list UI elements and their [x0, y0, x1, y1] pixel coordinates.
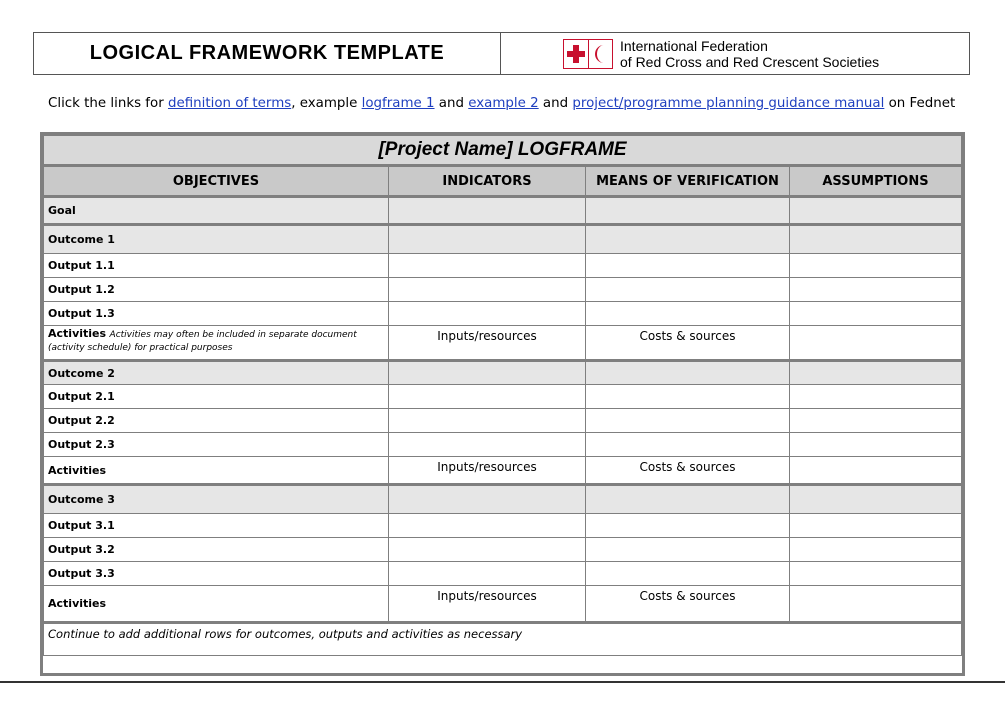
output-1-2-label: Output 1.2	[44, 278, 389, 302]
output-3-3-verification-cell[interactable]	[586, 562, 790, 586]
activities-1-label: Activities	[48, 327, 107, 340]
outcome-1-indicators-cell[interactable]	[389, 225, 586, 254]
activities-2-label: Activities	[44, 457, 389, 485]
output-3-1-assumptions-cell[interactable]	[790, 514, 962, 538]
output-2-1-verification-cell[interactable]	[586, 385, 790, 409]
footer-note: Continue to add additional rows for outcomes, outputs and activities as necessary	[44, 623, 962, 656]
activities-3-assumptions-cell[interactable]	[790, 586, 962, 623]
project-title: [Project Name] LOGFRAME	[44, 136, 962, 166]
output-1-2-indicators-cell[interactable]	[389, 278, 586, 302]
output-2-1-row	[44, 385, 962, 409]
intro-suffix: on Fednet	[884, 96, 956, 111]
outcome-1-verification-cell[interactable]	[586, 225, 790, 254]
output-1-3-label: Output 1.3	[44, 302, 389, 326]
output-3-2-row	[44, 538, 962, 562]
output-1-2-verification-cell[interactable]	[586, 278, 790, 302]
intro-mid1: , example	[291, 96, 362, 111]
output-2-2-verification-cell[interactable]	[586, 409, 790, 433]
activities-1-inputs[interactable]: Inputs/resources	[389, 326, 586, 361]
activities-1-row	[44, 326, 962, 361]
outcome-3-row	[44, 485, 962, 514]
organization-block	[501, 33, 969, 74]
output-2-1-label: Output 2.1	[44, 385, 389, 409]
output-1-1-assumptions-cell[interactable]	[790, 254, 962, 278]
output-1-3-row	[44, 302, 962, 326]
intro-links-line	[48, 96, 955, 111]
outcome-1-row	[44, 225, 962, 254]
intro-mid2: and	[434, 96, 469, 111]
organization-name-line1: International Federation	[620, 37, 768, 54]
output-3-1-verification-cell[interactable]	[586, 514, 790, 538]
logframe-table-frame	[40, 132, 965, 676]
outcome-1-assumptions-cell[interactable]	[790, 225, 962, 254]
activities-2-inputs[interactable]: Inputs/resources	[389, 457, 586, 485]
intro-mid3: and	[538, 96, 573, 111]
outcome-3-assumptions-cell[interactable]	[790, 485, 962, 514]
output-2-3-assumptions-cell[interactable]	[790, 433, 962, 457]
activities-3-label: Activities	[44, 586, 389, 623]
output-2-1-indicators-cell[interactable]	[389, 385, 586, 409]
output-2-2-indicators-cell[interactable]	[389, 409, 586, 433]
ifrc-emblem-icon	[563, 39, 613, 69]
output-3-2-label: Output 3.2	[44, 538, 389, 562]
activities-1-costs[interactable]: Costs & sources	[586, 326, 790, 361]
goal-row	[44, 197, 962, 225]
outcome-2-assumptions-cell[interactable]	[790, 361, 962, 385]
output-2-3-indicators-cell[interactable]	[389, 433, 586, 457]
output-1-1-label: Output 1.1	[44, 254, 389, 278]
intro-prefix: Click the links for	[48, 96, 168, 111]
red-crescent-icon	[588, 40, 613, 68]
organization-name	[620, 38, 879, 70]
output-2-3-row	[44, 433, 962, 457]
column-header-row	[44, 166, 962, 197]
output-2-1-assumptions-cell[interactable]	[790, 385, 962, 409]
output-1-3-verification-cell[interactable]	[586, 302, 790, 326]
activities-1-cell	[44, 326, 389, 361]
organization-name-line2: of Red Cross and Red Crescent Societies	[620, 53, 880, 70]
document-header	[33, 32, 970, 75]
activities-note: Activities may often be included in separate document (activity schedule) for practical purposes	[48, 330, 357, 353]
output-1-3-assumptions-cell[interactable]	[790, 302, 962, 326]
output-3-2-assumptions-cell[interactable]	[790, 538, 962, 562]
output-1-3-indicators-cell[interactable]	[389, 302, 586, 326]
output-2-2-row	[44, 409, 962, 433]
output-2-2-assumptions-cell[interactable]	[790, 409, 962, 433]
activities-3-row	[44, 586, 962, 623]
output-2-3-verification-cell[interactable]	[586, 433, 790, 457]
assumptions-header: ASSUMPTIONS	[790, 166, 962, 197]
output-3-2-indicators-cell[interactable]	[389, 538, 586, 562]
output-3-1-row	[44, 514, 962, 538]
objectives-header: OBJECTIVES	[44, 166, 389, 197]
output-1-2-row	[44, 278, 962, 302]
means-of-verification-header: MEANS OF VERIFICATION	[586, 166, 790, 197]
output-3-3-row	[44, 562, 962, 586]
example-2-link[interactable]: example 2	[468, 96, 539, 111]
output-2-2-label: Output 2.2	[44, 409, 389, 433]
goal-verification-cell[interactable]	[586, 197, 790, 225]
output-3-3-indicators-cell[interactable]	[389, 562, 586, 586]
red-cross-icon	[564, 40, 588, 68]
outcome-2-indicators-cell[interactable]	[389, 361, 586, 385]
outcome-3-label: Outcome 3	[44, 485, 389, 514]
output-1-1-indicators-cell[interactable]	[389, 254, 586, 278]
output-3-1-label: Output 3.1	[44, 514, 389, 538]
output-1-2-assumptions-cell[interactable]	[790, 278, 962, 302]
outcome-3-indicators-cell[interactable]	[389, 485, 586, 514]
activities-1-assumptions-cell[interactable]	[790, 326, 962, 361]
outcome-2-label: Outcome 2	[44, 361, 389, 385]
activities-2-assumptions-cell[interactable]	[790, 457, 962, 485]
document-title: LOGICAL FRAMEWORK TEMPLATE	[34, 33, 501, 74]
output-2-3-label: Output 2.3	[44, 433, 389, 457]
goal-label: Goal	[44, 197, 389, 225]
output-3-1-indicators-cell[interactable]	[389, 514, 586, 538]
activities-3-costs[interactable]: Costs & sources	[586, 586, 790, 623]
indicators-header: INDICATORS	[389, 166, 586, 197]
output-3-3-label: Output 3.3	[44, 562, 389, 586]
outcome-3-verification-cell[interactable]	[586, 485, 790, 514]
activities-2-row	[44, 457, 962, 485]
goal-indicators-cell[interactable]	[389, 197, 586, 225]
footer-note-row	[44, 623, 962, 656]
output-1-1-verification-cell[interactable]	[586, 254, 790, 278]
logframe-table	[43, 135, 962, 656]
project-title-row	[44, 136, 962, 166]
page-bottom-divider	[0, 681, 1005, 683]
activities-3-inputs[interactable]: Inputs/resources	[389, 586, 586, 623]
goal-assumptions-cell[interactable]	[790, 197, 962, 225]
logframe-1-link[interactable]: logframe 1	[361, 96, 435, 111]
output-3-2-verification-cell[interactable]	[586, 538, 790, 562]
outcome-2-verification-cell[interactable]	[586, 361, 790, 385]
outcome-1-label: Outcome 1	[44, 225, 389, 254]
outcome-2-row	[44, 361, 962, 385]
definition-of-terms-link[interactable]: definition of terms	[167, 96, 292, 111]
output-1-1-row	[44, 254, 962, 278]
planning-guidance-manual-link[interactable]: project/programme planning guidance manual	[572, 96, 885, 111]
output-3-3-assumptions-cell[interactable]	[790, 562, 962, 586]
activities-2-costs[interactable]: Costs & sources	[586, 457, 790, 485]
